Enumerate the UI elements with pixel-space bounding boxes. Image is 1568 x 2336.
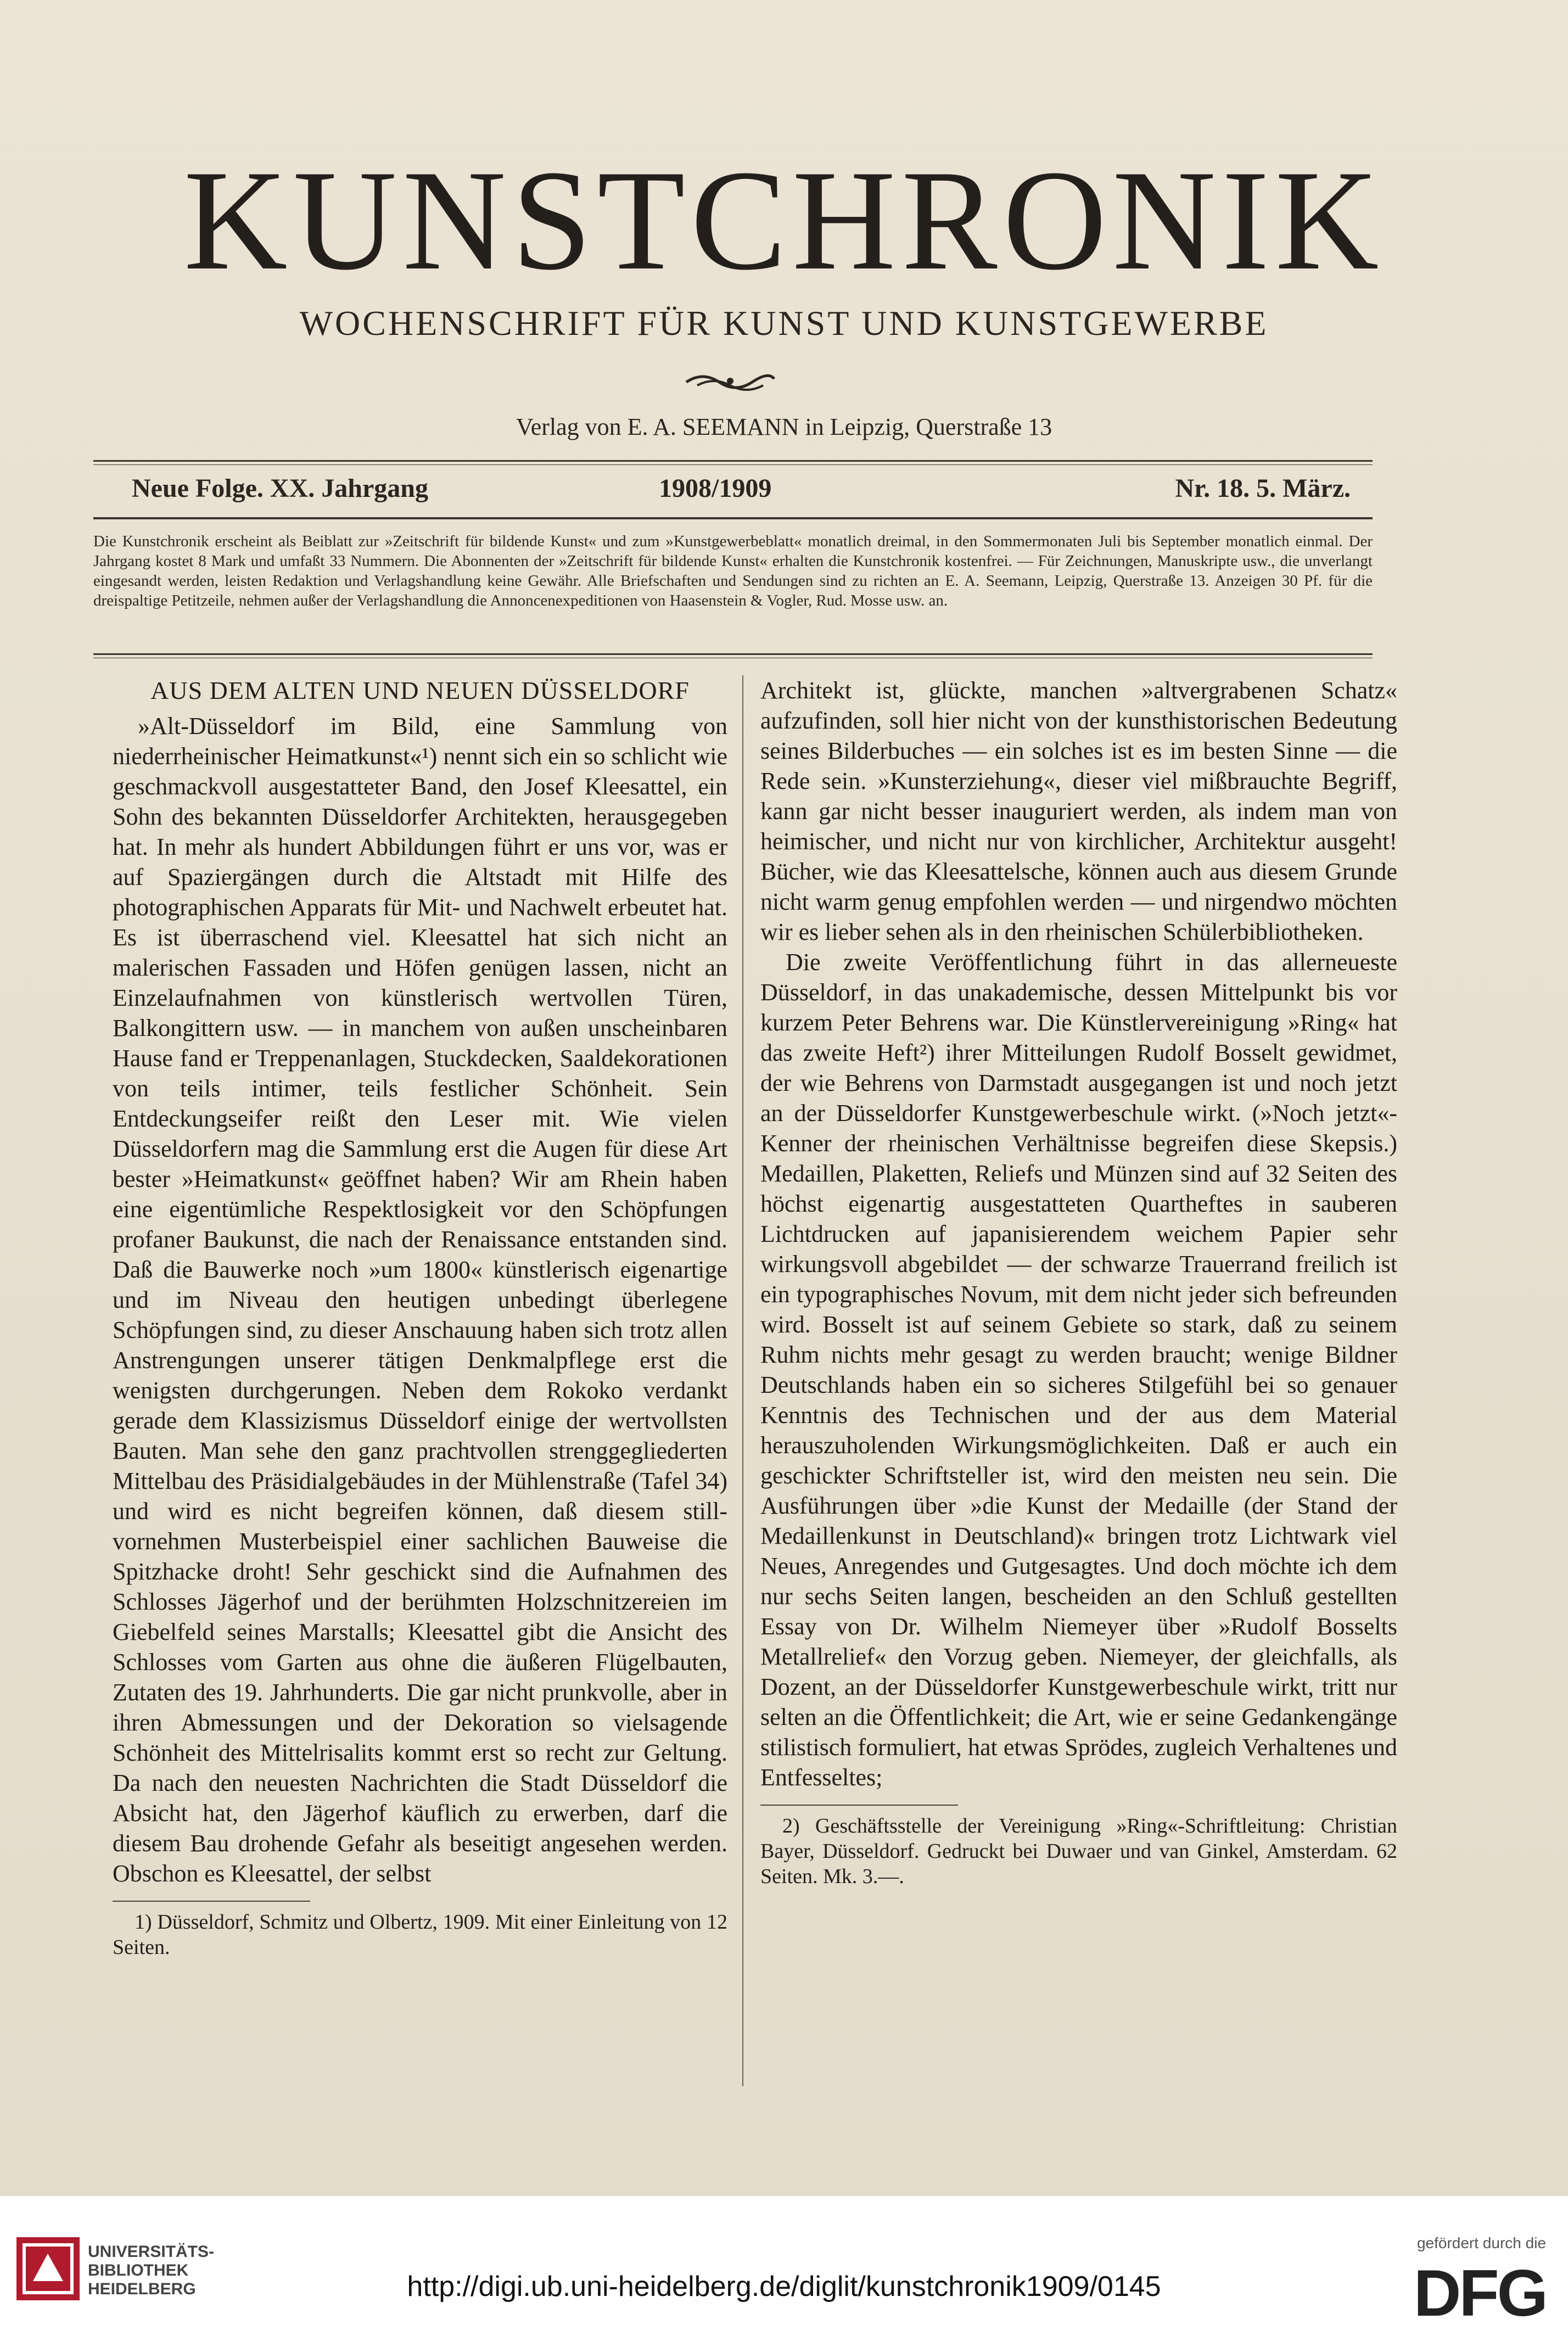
masthead-title: KUNSTCHRONIK — [183, 141, 1385, 300]
footnote-1: 1) Düsseldorf, Schmitz und Olbertz, 1909. Mit einer Einleitung von 12 Seiten. — [113, 1911, 727, 1959]
institution-line-1: UNIVERSITÄTS- — [88, 2243, 215, 2261]
sponsor-label: gefördert durch die — [1416, 2234, 1546, 2251]
footer-bar — [0, 2196, 1568, 2336]
publisher-line: Verlag von E. A. SEEMANN in Leipzig, Querstraße 13 — [516, 413, 1052, 440]
right-paragraph-2: Die zweite Veröffentlichung führt in das allerneueste Düsseldorf, in das unakademische, dessen Mittelpunkt bis vor kurzem Peter Behrens war. Die Künstlervereinigung »Ring« hat das zweite Heft²) ihrer Mitteilungen Rudolf Bosselt gewidmet, der wie Behrens von Darmstadt ausgegangen ist und noch jetzt an der Düsseldorfer Kunstgewerbeschule wirkt. (»Noch jetzt«-Kenner der rheinischen Verhältnisse begreifen diese Skepsis.) Medaillen, Plaketten, Reliefs und Münzen sind auf 32 Seiten des höchst eigenartig ausgestatteten Quartheftes in sauberen Lichtdrucken auf japanisierendem weichem Papier sehr wirkungsvoll abgebildet — der schwarze Trauerrand freilich ist ein typographisches Novum, mit dem nicht jeder sich befreunden wird. Bosselt ist auf seinem Gebiete so stark, daß zu seinem Ruhm nichts mehr gesagt zu werden braucht; wenige Bildner Deutschlands haben ein so sicheres Stilgefühl bei so genauer Kenntnis des Technischen und der aus dem Material herauszuholenden Wirkungsmöglichkeiten. Daß er auch ein geschickter Schriftsteller ist, wird den meisten neu sein. Die Ausführungen über »die Kunst der Medaille (der Stand der Medaillenkunst in Deutschland)« bringen trotz Lichtwark viel Neues, Anregendes und Gutgesagtes. Und doch möchte ich dem nur sechs Seiten langen, bescheiden an den Schluß gestellten Essay von Dr. Wilhelm Niemeyer über »Rudolf Bosselts Metallrelief« den Vorzug geben. Niemeyer, der gleichfalls, als Dozent, an der Düsseldorfer Kunstgewerbeschule wirkt, tritt nur selten an die Öffentlichkeit; die Art, wie er seine Gedankengänge stilistisch formuliert, hat etwas Sprödes, zugleich Verhaltenes und Entfesseltes; — [760, 949, 1397, 1791]
footnote-rule — [113, 1901, 310, 1902]
right-column — [760, 675, 1397, 1889]
issue-years: 1908/1909 — [659, 474, 772, 503]
notice-rule — [93, 653, 1373, 655]
left-paragraph: »Alt-Düsseldorf im Bild, eine Sammlung von niederrheinischer Heimatkunst«¹) nennt sich ein so schlicht wie geschmackvoll ausgestatteter Band, den Josef Kleesattel, ein Sohn des bekannten Düsseldorfer Architekten, herausgegeben hat. In mehr als hundert Abbildungen führt er uns vor, was er auf Spaziergängen durch die Altstadt mit Hilfe des photographischen Apparats für Mit- und Nachwelt erbeutet hat. Es ist überraschend viel. Kleesattel hat sich nicht an malerischen Fassaden und Höfen genügen lassen, nicht an Einzelaufnahmen von künstlerisch wertvollen Türen, Balkongittern usw. — in manchem von außen unscheinbaren Hause fand er Treppenanlagen, Stuckdecken, Saaldekorationen von teils intimer, teils festlicher Schönheit. Sein Entdeckungseifer reißt den Leser mit. Wie vielen Düsseldorfern mag die Sammlung erst die Augen für diese Art bester »Heimatkunst« geöffnet haben? Wir am Rhein haben eine eigentümliche Respektlosigkeit vor den Schöpfungen profaner Baukunst, die nach der Renaissance entstanden sind. Daß die Bauwerke noch »um 1800« künstlerisch eigenartige und im Niveau den heutigen unbedingt überlegene Schöpfungen sind, zu dieser Anschauung haben sich trotz allen Anstrengungen unserer tätigen Denkmalpflege erst die wenigsten durchgerungen. Neben dem Rokoko verdankt gerade dem Klassizismus Düsseldorf einige der wertvollsten Bauten. Man sehe den ganz prachtvollen strenggegliederten Mittelbau des Präsidialgebäudes in der Mühlenstraße (Tafel 34) und wird es nicht begreifen können, daß diesem still-vornehmen Musterbeispiel einer sachlichen Bauweise die Spitzhacke droht! Sehr geschickt sind die Aufnahmen des Schlosses Jägerhof und der berühmten Holzschnitzereien im Giebelfeld seines Marstalls; Kleesattel gibt die Ansicht des Schlosses vom Garten aus ohne die äußeren Flügelbauten, Zutaten des 19. Jahrhunderts. Die gar nicht prunkvolle, aber in ihren Abmessungen und der Dekoration so vielsagende Schönheit des Mittelrisalits kommt erst so recht zur Geltung. Da nach den neuesten Nachrichten die Stadt Düsseldorf die Absicht hat, den Jägerhof käuflich zu erwerben, darf die diesem Bau drohende Gefahr als beseitigt angesehen werden. Obschon es Kleesattel, der selbst — [113, 713, 727, 1887]
institution-line-2: BIBLIOTHEK — [88, 2261, 189, 2279]
ornament-icon — [681, 367, 780, 394]
issue-series: Neue Folge. XX. Jahrgang — [132, 474, 428, 503]
issue-line — [132, 473, 1351, 512]
issue-rule — [93, 517, 1373, 519]
top-rule — [93, 460, 1373, 462]
top-rule-thin — [93, 464, 1373, 465]
masthead-subtitle: WOCHENSCHRIFT FÜR KUNST UND KUNSTGEWERBE — [299, 304, 1269, 343]
right-paragraph-1: Architekt ist, glückte, manchen »altvergrabenen Schatz« aufzufinden, soll hier nicht von der kunsthistorischen Bedeutung seines Bilderbuches — ein solches ist es im besten Sinne — die Rede sein. »Kunsterziehung«, dieser viel mißbrauchte Begriff, kann gar nicht besser inauguriert werden, als indem man von heimischer, und nicht nur von kirchlicher, Architektur ausgeht! Bücher, wie das Kleesattelsche, können auch aus diesem Grunde nicht warm genug empfohlen werden — und nirgendwo möchten wir es lieber sehen als in den rheinischen Schülerbibliotheken. — [760, 677, 1397, 945]
dfg-logo: DFG — [1413, 2256, 1546, 2330]
institution-line-3: HEIDELBERG — [88, 2280, 196, 2298]
column-divider — [742, 675, 743, 2086]
subscription-notice: Die Kunstchronik erscheint als Beiblatt zur »Zeitschrift für bildende Kunst« und zum »Kunstgewerbeblatt« monatlich dreimal, in den Sommermonaten Juli bis September monatlich einmal. Der Jahrgang kostet 8 Mark und umfaßt 33 Nummern. Die Abonnenten der »Zeitschrift für bildende Kunst« erhalten die Kunstchronik kostenfrei. — Für Zeichnungen, Manuskripte usw., die unverlangt eingesandt werden, leisten Redaktion und Verlagshandlung keine Gewähr. Alle Briefschaften und Sendungen sind zu richten an E. A. Seemann, Leipzig, Querstraße 13. Anzeigen 30 Pf. für die dreispaltige Petitzeile, nehmen außer der Verlagshandlung die Annoncenexpeditionen von Haasenstein & Vogler, Rud. Mosse usw. an. — [93, 533, 1373, 609]
left-column — [113, 675, 727, 1960]
footnote-2: 2) Geschäftsstelle der Vereinigung »Ring«-Schriftleitung: Christian Bayer, Düsseldorf. Gedruckt bei Duwaer und van Ginkel, Amsterdam. 62 Seiten. Mk. 3.—. — [760, 1814, 1397, 1888]
article-heading: AUS DEM ALTEN UND NEUEN DÜSSELDORF — [150, 676, 690, 704]
footnote-rule-2 — [760, 1805, 958, 1806]
issue-number: Nr. 18. 5. März. — [1175, 474, 1351, 503]
source-url-link[interactable]: http://digi.ub.uni-heidelberg.de/diglit/kunstchronik1909/0145 — [407, 2271, 1161, 2303]
